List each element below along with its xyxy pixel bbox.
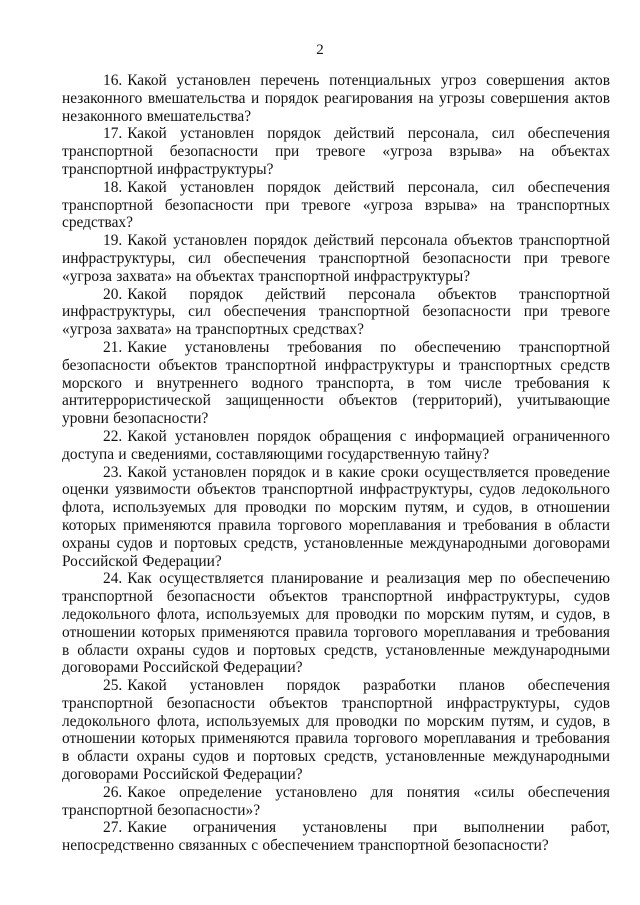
question-list	[62, 72, 610, 855]
question-17	[62, 125, 610, 178]
question-text: Какой установлен порядок действий персонала, сил обеспечения транспортной безопасности при тревоге «угроза взрыва» на объектах транспортной инфраструктуры?	[62, 125, 610, 178]
question-16	[62, 72, 610, 125]
question-number: 24.	[103, 570, 123, 588]
question-number: 19.	[103, 232, 123, 250]
question-number: 16.	[103, 72, 123, 89]
question-text: Какое определение установлено для понятия «силы обеспечения транспортной безопасности»?	[62, 783, 610, 819]
question-number: 20.	[103, 285, 123, 303]
question-number: 22.	[103, 427, 123, 445]
question-21	[62, 339, 610, 428]
question-text: Какой порядок действий персонала объектов транспортной инфраструктуры, сил обеспечения транспортной безопасности при тревоге «угроза захвата» на транспортных средствах?	[62, 285, 610, 339]
question-text: Как осуществляется планирование и реализация мер по обеспечению транспортной безопасности объектов транспортной инфраструктуры, судов ледокольного флота, используемых для проводки по морским путям, и судов, в отношении которых применяются правила торгового мореплавания и требования в области охраны судов и портовых средств, установленные международными договорами Российской Федерации?	[62, 570, 610, 677]
question-text: Какие ограничения установлены при выполнении работ, непосредственно связанных с обеспечением транспортной безопасности?	[62, 819, 610, 855]
question-number: 27.	[103, 819, 123, 837]
question-22	[62, 428, 610, 464]
question-text: Какие установлены требования по обеспечению транспортной безопасности объектов транспортной инфраструктуры и транспортных средств морского и внутреннего водного транспорта, в том числе требования к антитеррористической защищенности объектов (территорий), учитывающие уровни безопасности?	[62, 338, 610, 428]
question-26	[62, 784, 610, 820]
question-number: 25.	[103, 677, 123, 695]
question-24	[62, 570, 610, 677]
question-18	[62, 179, 610, 232]
question-19	[62, 232, 610, 285]
question-27	[62, 819, 610, 855]
question-text: Какой установлен перечень потенциальных угроз совершения актов незаконного вмешательства и порядок реагирования на угрозы совершения актов незаконного вмешательства?	[62, 72, 610, 125]
question-text: Какой установлен порядок и в какие сроки осуществляется проведение оценки уязвимости объектов транспортной инфраструктуры, судов ледокольного флота, используемых для проводки по морским путям, и судов, в отношении которых применяются правила торгового мореплавания и требования в области охраны судов и портовых средств, установленные международными договорами Российской Федерации?	[62, 463, 610, 570]
question-text: Какой установлен порядок действий персонала объектов транспортной инфраструктуры, сил обеспечения транспортной безопасности при тревоге «угроза захвата» на объектах транспортной инфраструктуры?	[62, 232, 610, 285]
page-number: 2	[316, 42, 324, 58]
question-text: Какой установлен порядок обращения с информацией ограниченного доступа и сведениями, составляющими государственную тайну?	[62, 427, 610, 463]
question-text: Какой установлен порядок разработки планов обеспечения транспортной безопасности объектов транспортной инфраструктуры, судов ледокольного флота, используемых для проводки по морским путям, и судов, в отношении которых применяются правила торгового мореплавания и требования в области охраны судов и портовых средств, установленные международными договорами Российской Федерации?	[62, 677, 610, 784]
question-number: 17.	[103, 125, 123, 143]
question-number: 18.	[103, 178, 123, 196]
question-20	[62, 286, 610, 339]
question-number: 21.	[103, 338, 123, 356]
question-number: 26.	[103, 783, 123, 801]
question-25	[62, 677, 610, 784]
question-23	[62, 464, 610, 571]
question-number: 23.	[103, 463, 123, 481]
question-text: Какой установлен порядок действий персонала, сил обеспечения транспортной безопасности при тревоге «угроза взрыва» на транспортных средствах?	[62, 178, 610, 232]
